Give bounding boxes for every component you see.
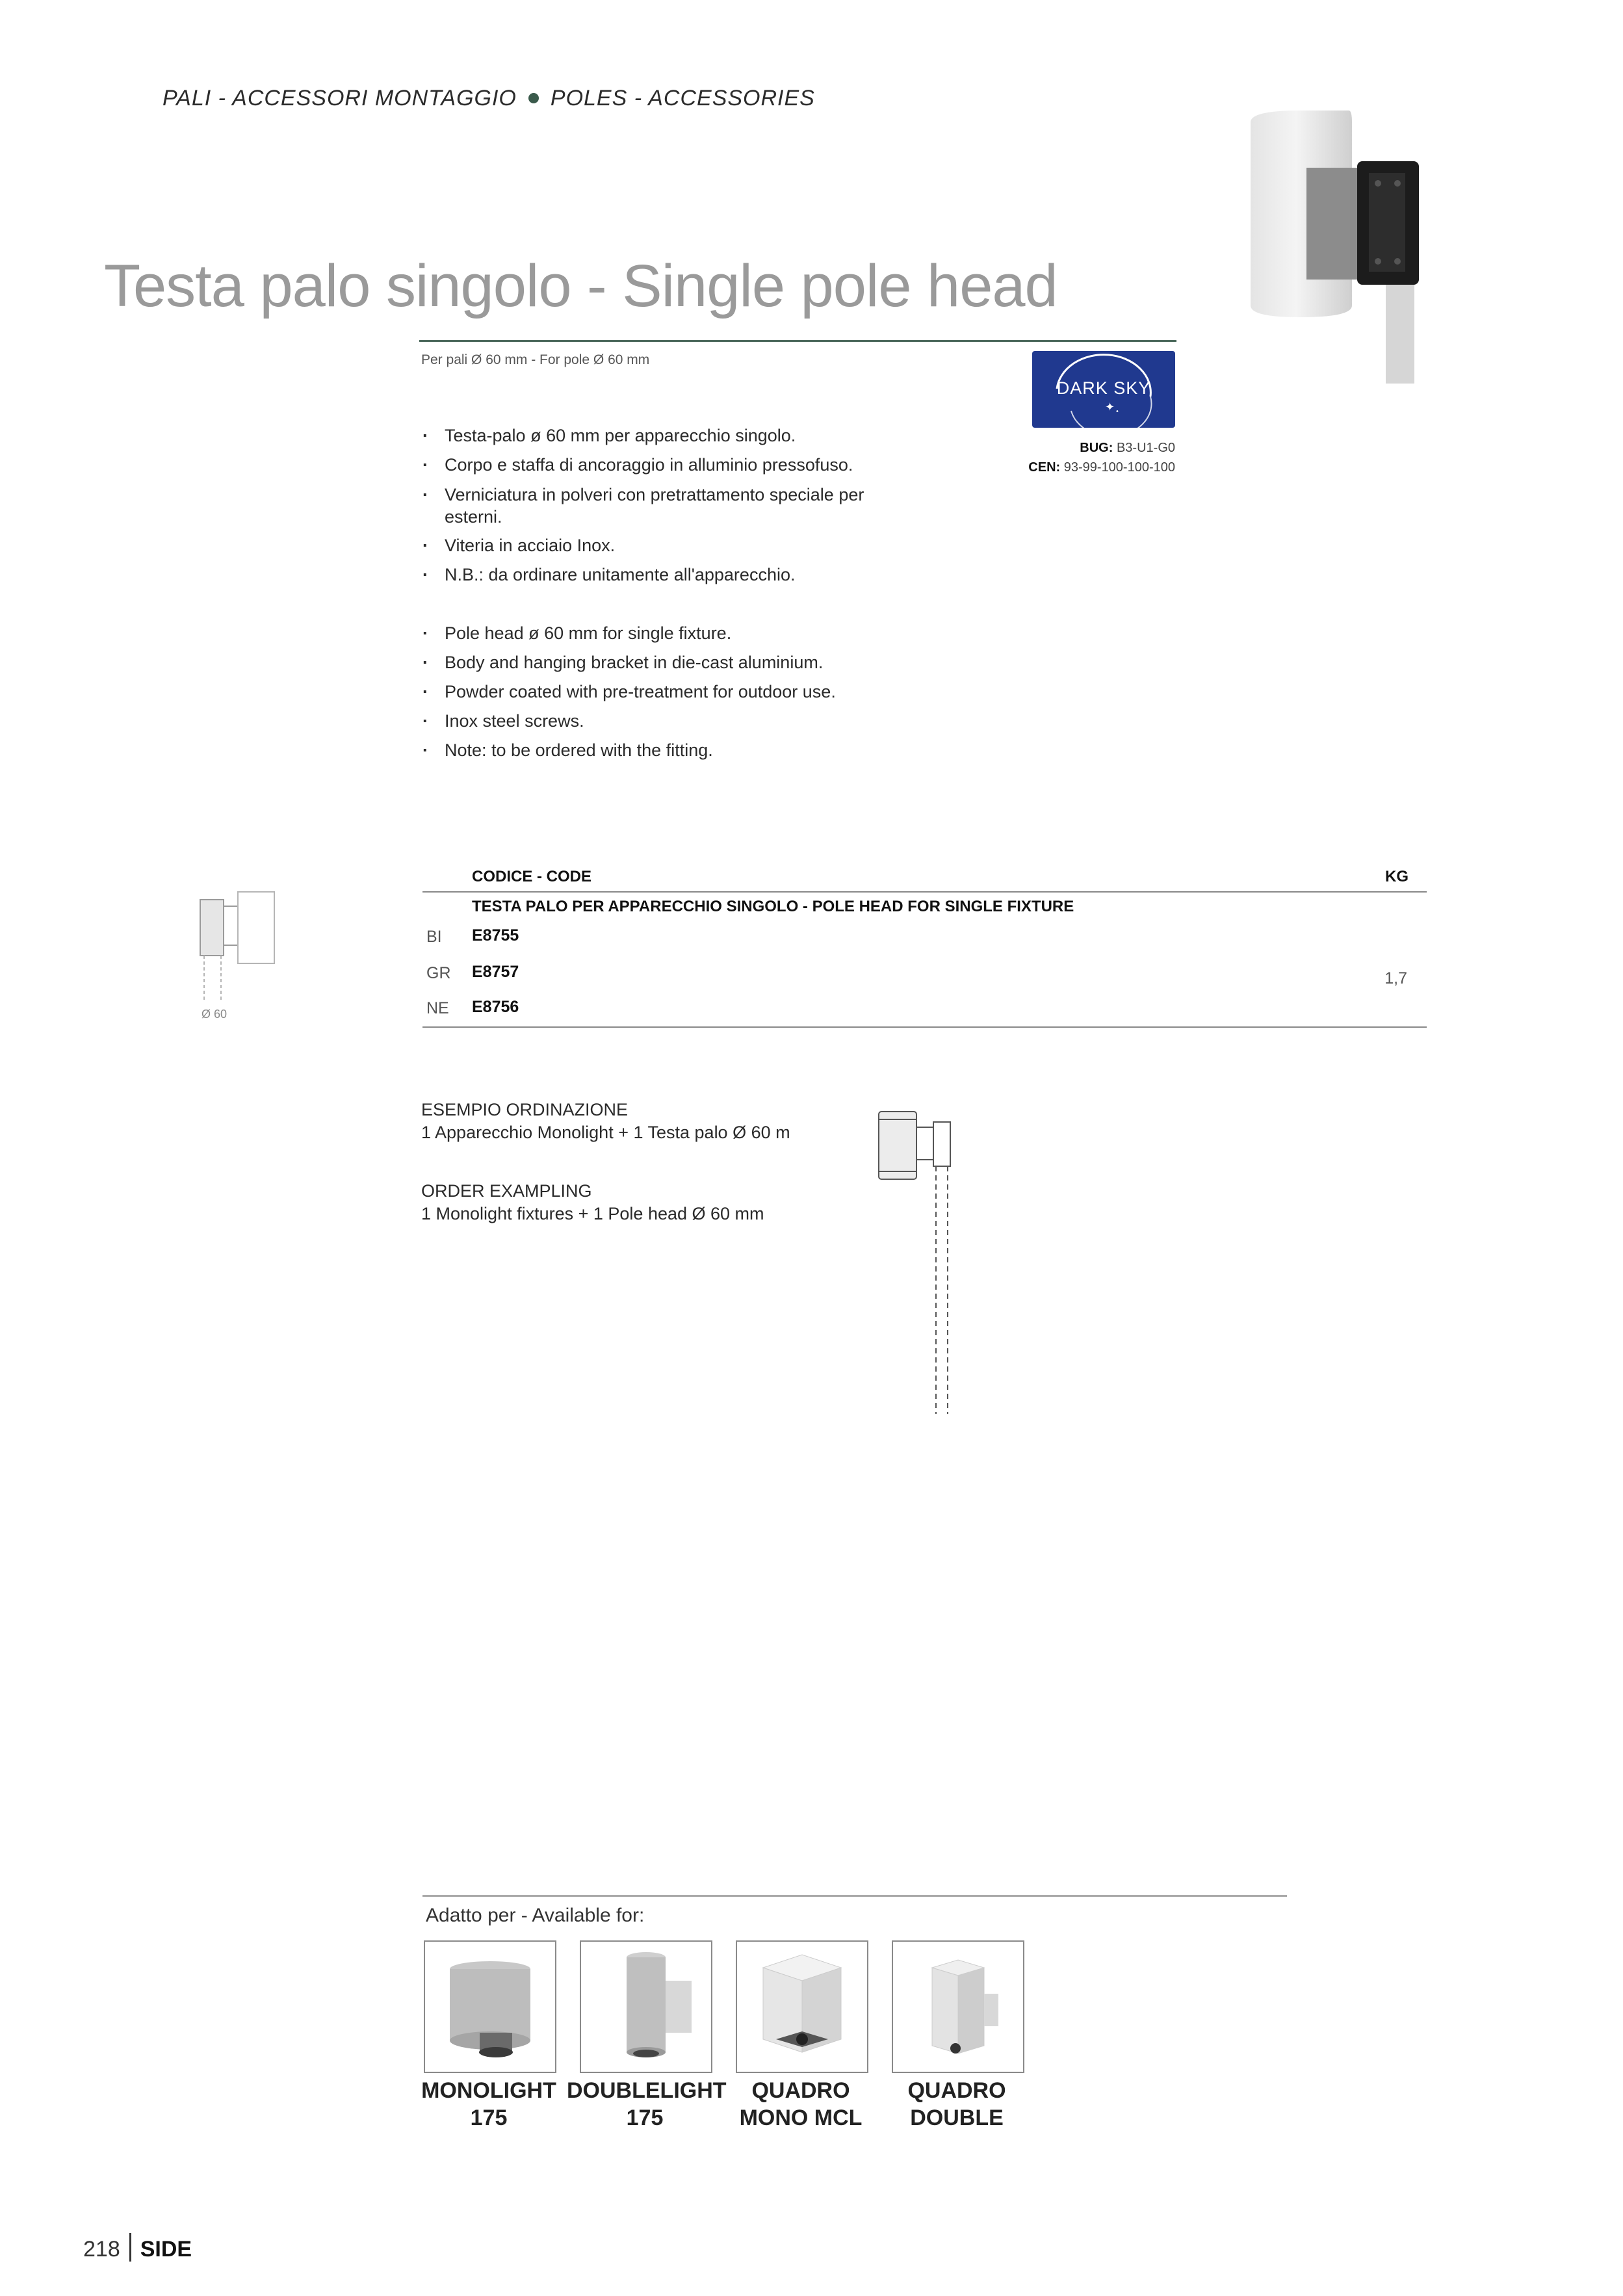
- compatible-label: [567, 2077, 727, 2132]
- product-hero-image: [1241, 111, 1423, 384]
- compatible-product-monolight[interactable]: [424, 1940, 556, 2073]
- label-line: MONOLIGHT: [421, 2078, 556, 2103]
- table-header: [422, 861, 1427, 891]
- code-header: CODICE - CODE: [472, 868, 592, 885]
- order-en-title: ORDER EXAMPLING: [421, 1181, 592, 1201]
- table-rule: [422, 891, 1427, 893]
- table-rule: [422, 1026, 1427, 1028]
- category-en: POLES - ACCESSORIES: [550, 86, 815, 111]
- cen-label: CEN:: [1028, 460, 1061, 475]
- label-line: QUADRO: [907, 2078, 1006, 2103]
- order-it-text: 1 Apparecchio Monolight + 1 Testa palo Ø 60 m: [421, 1123, 790, 1142]
- screw-icon: [1375, 258, 1381, 265]
- label-line: 175: [626, 2106, 664, 2130]
- feature-item-it: · N.B.: da ordinare unitamente all'apparecchio.: [422, 560, 890, 590]
- footer-divider: [129, 2233, 131, 2262]
- title-divider: [419, 340, 1176, 342]
- feature-item-en: · Body and hanging bracket in die-cast aluminium.: [422, 648, 890, 677]
- compatible-label: [879, 2077, 1035, 2132]
- feature-item-en: · Powder coated with pre-treatment for outdoor use.: [422, 677, 890, 707]
- color-prefix: GR: [426, 964, 451, 982]
- screw-icon: [1394, 258, 1401, 265]
- product-code-table: [422, 861, 1427, 1028]
- page-title: Testa palo singolo - Single pole head: [104, 253, 1058, 319]
- svg-text:✦: ✦: [1105, 400, 1115, 414]
- quadro-double-image: [893, 1942, 1023, 2072]
- pole-head-face: [1369, 173, 1405, 272]
- feature-item-it: · Testa-palo ø 60 mm per apparecchio singolo.: [422, 421, 890, 450]
- technical-drawing: [188, 884, 312, 1027]
- feature-item-en: · Pole head ø 60 mm for single fixture.: [422, 619, 890, 648]
- kg-header: KG: [1385, 868, 1409, 885]
- brand-name: SIDE: [140, 2237, 192, 2262]
- weight-value: 1,7: [1384, 969, 1407, 987]
- feature-item-it: · Corpo e staffa di ancoraggio in alluminio pressofuso.: [422, 450, 890, 480]
- product-code: E8756: [472, 998, 519, 1016]
- color-prefix: NE: [426, 999, 449, 1017]
- dark-sky-badge: [1032, 351, 1175, 428]
- label-line: MONO MCL: [739, 2106, 863, 2130]
- order-it-title: ESEMPIO ORDINAZIONE: [421, 1100, 629, 1119]
- drawing-label: Ø 60: [201, 1008, 227, 1021]
- subtitle: Per pali Ø 60 mm - For pole Ø 60 mm: [421, 352, 650, 367]
- feature-item-en: · Inox steel screws.: [422, 707, 890, 736]
- color-prefix: BI: [426, 928, 442, 946]
- order-example: [421, 1099, 790, 1261]
- quadro-mono-image: [737, 1942, 867, 2072]
- label-line: DOUBLE: [910, 2106, 1004, 2130]
- compatible-label: [411, 2077, 567, 2132]
- product-name: TESTA PALO PER APPARECCHIO SINGOLO - POLE HEAD FOR SINGLE FIXTURE: [472, 898, 1074, 915]
- product-code: E8757: [472, 963, 519, 981]
- label-line: DOUBLELIGHT: [567, 2078, 727, 2103]
- compatible-product-quadro-double[interactable]: [892, 1940, 1024, 2073]
- certifications: [975, 438, 1175, 477]
- svg-text:•: •: [1115, 408, 1119, 415]
- feature-item-it: · Viteria in acciaio Inox.: [422, 531, 890, 560]
- category-it: PALI - ACCESSORI MONTAGGIO: [162, 86, 517, 111]
- compatible-label: [723, 2077, 879, 2132]
- compatible-product-doublelight[interactable]: [580, 1940, 712, 2073]
- compatible-product-quadro-mono-mcl[interactable]: [736, 1940, 868, 2073]
- pole-segment: [1386, 280, 1414, 384]
- label-line: 175: [470, 2106, 508, 2130]
- category-header: [162, 86, 815, 111]
- dark-sky-label: DARK SKY: [1056, 378, 1151, 398]
- product-code: E8755: [472, 926, 519, 945]
- table-row: [422, 956, 1427, 991]
- label-line: QUADRO: [751, 2078, 850, 2103]
- feature-item-it: · Verniciatura in polveri con pretrattamento speciale per esterni.: [422, 484, 890, 528]
- table-row: [422, 924, 1427, 956]
- feature-list: [422, 421, 890, 765]
- bug-value: B3-U1-G0: [1116, 441, 1175, 455]
- screw-icon: [1394, 180, 1401, 187]
- order-en-text: 1 Monolight fixtures + 1 Pole head Ø 60 mm: [421, 1204, 764, 1223]
- page-number: 218: [83, 2237, 120, 2262]
- bracket-plate: [1306, 168, 1365, 280]
- cen-value: 93-99-100-100-100: [1063, 460, 1175, 475]
- separator-dot-icon: [528, 93, 539, 103]
- available-divider: [422, 1895, 1287, 1897]
- monolight-image: [425, 1942, 555, 2072]
- page-footer: [83, 2233, 192, 2262]
- doublelight-image: [581, 1942, 711, 2072]
- feature-item-en: · Note: to be ordered with the fitting.: [422, 736, 890, 765]
- order-example-drawing: [871, 1105, 975, 1417]
- available-title: Adatto per - Available for:: [426, 1905, 645, 1926]
- bug-label: BUG:: [1080, 441, 1113, 455]
- table-row: [422, 991, 1427, 1026]
- screw-icon: [1375, 180, 1381, 187]
